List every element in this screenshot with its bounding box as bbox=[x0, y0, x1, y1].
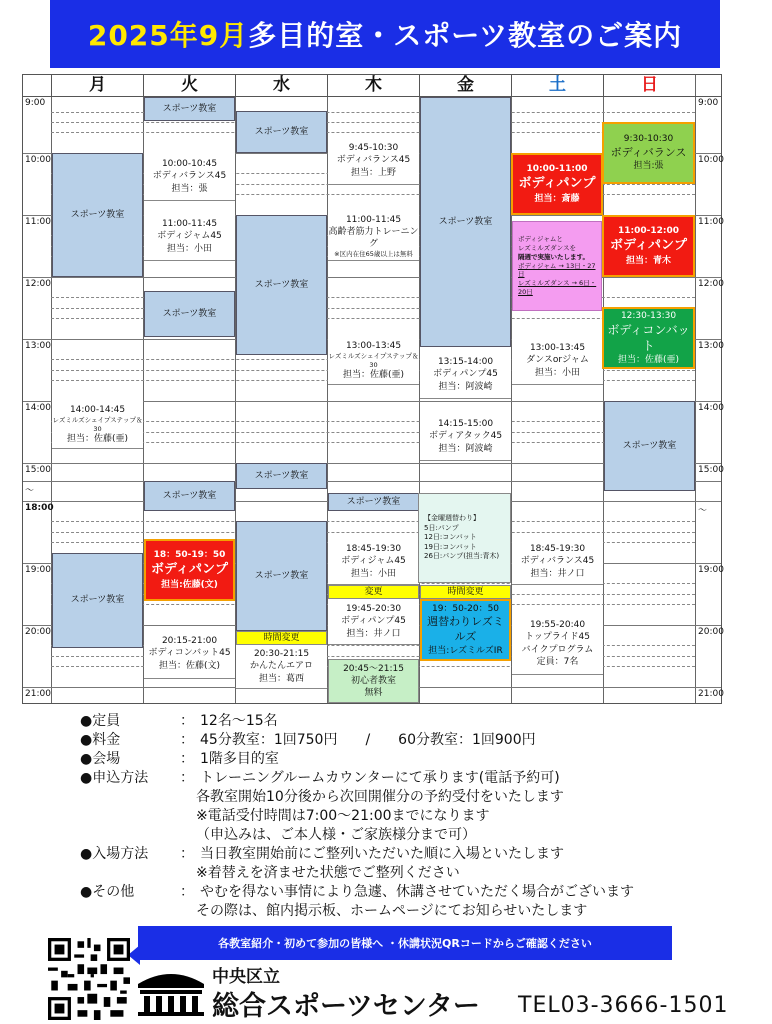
class-staff: 担当：井ノ口 bbox=[346, 628, 401, 639]
class-block bbox=[144, 629, 235, 679]
change-text: 時間変更 bbox=[263, 632, 300, 643]
change-text: 時間変更 bbox=[447, 586, 484, 597]
info-colon: ： bbox=[180, 732, 194, 748]
class-name: 初心者教室 bbox=[350, 675, 396, 686]
notice-line: レズミルズダンス → 6日・ bbox=[518, 279, 597, 288]
notice-line: レズミルズダンスを bbox=[518, 244, 576, 253]
class-block bbox=[512, 613, 603, 675]
time-label: 12:00 bbox=[698, 279, 724, 289]
class-staff: 担当：青木 bbox=[625, 255, 671, 266]
time-label: 10:00 bbox=[25, 155, 51, 165]
info-other bbox=[80, 883, 634, 902]
header-divider bbox=[23, 96, 721, 97]
info-value: 1階多目的室 bbox=[200, 751, 279, 767]
class-block bbox=[602, 215, 695, 277]
time-label: 21:00 bbox=[25, 689, 51, 699]
time-label: 19:00 bbox=[25, 565, 51, 575]
info-venue bbox=[80, 750, 634, 769]
day-sun: 日 bbox=[603, 75, 695, 96]
time-label: 14:00 bbox=[698, 403, 724, 413]
class-block bbox=[144, 153, 235, 201]
class-name: ボディパンプ bbox=[151, 562, 228, 578]
time-label: 19:00 bbox=[698, 565, 724, 575]
class-block bbox=[511, 153, 603, 215]
class-block bbox=[52, 153, 143, 277]
schedule-grid bbox=[22, 74, 722, 704]
class-time: 19:55-20:40 bbox=[529, 620, 586, 631]
class-name: 週替わりレズミルズ bbox=[427, 615, 504, 643]
info-value: 当日教室開始前にご整列いただいた順に入場といたします bbox=[200, 846, 564, 862]
info-label: ●申込方法 bbox=[80, 770, 149, 786]
class-staff: 担当：小田 bbox=[534, 367, 580, 378]
class-block bbox=[52, 401, 143, 449]
class-staff: 担当：葛西 bbox=[258, 673, 304, 684]
time-label: 11:00 bbox=[698, 217, 724, 227]
class-name: スポーツ教室 bbox=[162, 308, 217, 319]
class-time: 11:00-11:45 bbox=[161, 219, 218, 230]
class-time: 14:00-14:45 bbox=[69, 404, 126, 415]
quarter-line bbox=[51, 521, 695, 522]
class-block bbox=[420, 97, 511, 347]
class-name: ボディパンプ bbox=[610, 238, 687, 254]
info-label: ●定員 bbox=[80, 713, 121, 729]
quarter-line bbox=[51, 532, 695, 533]
class-block bbox=[420, 599, 511, 661]
info-sub: （申込みは、ご本人様・ご家族様分まで可） bbox=[196, 827, 476, 843]
info-colon: ： bbox=[180, 751, 194, 767]
class-time: 9:45-10:30 bbox=[348, 143, 399, 154]
class-block bbox=[144, 481, 235, 511]
class-time: 11:00-11:45 bbox=[345, 214, 402, 225]
class-name: スポーツ教室 bbox=[162, 490, 217, 501]
class-time: 18:45-19:30 bbox=[345, 544, 402, 555]
class-staff: 担当：小田 bbox=[350, 568, 396, 579]
quarter-line bbox=[51, 421, 695, 422]
info-apply bbox=[80, 769, 634, 788]
class-staff: 担当：佐藤(亜) bbox=[342, 370, 405, 381]
class-name: スポーツ教室 bbox=[254, 570, 309, 581]
info-fee bbox=[80, 731, 634, 750]
note-line: 5日:パンプ bbox=[424, 523, 459, 532]
class-name: 高齢者筋力トレーニング bbox=[328, 227, 419, 250]
class-block bbox=[602, 307, 695, 369]
class-name: ダンスorジャム bbox=[526, 355, 589, 366]
info-entry bbox=[80, 845, 634, 864]
class-block bbox=[602, 122, 695, 184]
title-year-month: 2025年9月 bbox=[87, 19, 249, 52]
info-colon: ： bbox=[180, 713, 194, 729]
class-name: ボディアタック45 bbox=[428, 431, 503, 442]
class-staff: 担当：小田 bbox=[166, 243, 212, 254]
class-name: スポーツ教室 bbox=[254, 279, 309, 290]
center-name: 総合スポーツセンター bbox=[212, 991, 480, 1022]
class-name: ボディパンプ45 bbox=[341, 616, 406, 627]
info-colon: ： bbox=[180, 884, 194, 900]
time-label: 15:00 bbox=[698, 465, 724, 475]
change-text: 変更 bbox=[364, 586, 383, 597]
class-name: スポーツ教室 bbox=[162, 103, 217, 114]
class-block bbox=[328, 599, 419, 645]
class-time: 9:30-10:30 bbox=[623, 134, 674, 145]
notice-line: ボディジャム → 13日・27日 bbox=[518, 261, 596, 279]
qr-banner: 各教室紹介・初めて参加の皆様へ ・休講状況QRコードからご確認ください bbox=[138, 926, 672, 960]
time-label: 15:00 bbox=[25, 465, 51, 475]
class-time: 10:00-11:00 bbox=[526, 164, 588, 175]
class-time: 19:45-20:30 bbox=[345, 604, 402, 615]
class-block bbox=[236, 521, 327, 631]
phone-number: TEL03-3666-1501 bbox=[518, 993, 729, 1018]
info-value: やむを得ない事情により急遽、休講させていただく場合がございます bbox=[200, 884, 634, 900]
class-name: ボディバランス45 bbox=[336, 155, 411, 166]
class-time: 19：50-20：50 bbox=[431, 604, 500, 615]
class-name: スポーツ教室 bbox=[70, 209, 125, 220]
note-head: 【金曜週替わり】 bbox=[424, 514, 480, 523]
quarter-line bbox=[51, 132, 695, 133]
day-sat: 土 bbox=[511, 75, 603, 96]
class-name: ボディバランス45 bbox=[520, 556, 595, 567]
class-time: 20:15-21:00 bbox=[161, 636, 218, 647]
info-sub: その際は、館内掲示板、ホームページにてお知らせいたします bbox=[196, 903, 588, 919]
class-staff: 担当：佐藤(亜) bbox=[66, 434, 129, 445]
class-staff: 担当：上野 bbox=[350, 167, 396, 178]
center-name-prefix: 中央区立 bbox=[212, 967, 280, 987]
class-block bbox=[144, 291, 235, 337]
time-label: 11:00 bbox=[25, 217, 51, 227]
class-time: 11:00-12:00 bbox=[617, 226, 680, 237]
class-name: かんたんエアロ bbox=[249, 661, 313, 672]
class-block bbox=[328, 137, 419, 185]
class-time: 13:15-14:00 bbox=[437, 357, 494, 368]
time-label: 10:00 bbox=[698, 155, 724, 165]
class-block bbox=[236, 463, 327, 489]
class-block bbox=[328, 539, 419, 585]
time-label: 13:00 bbox=[25, 341, 51, 351]
time-label: 14:00 bbox=[25, 403, 51, 413]
class-block bbox=[328, 493, 419, 511]
class-staff: 担当：張 bbox=[171, 183, 208, 194]
class-staff: 無料 bbox=[364, 688, 383, 699]
time-label: 18:00 bbox=[25, 503, 54, 513]
class-time: 20:30-21:15 bbox=[253, 649, 310, 660]
notice-block bbox=[512, 221, 602, 311]
time-label: 13:00 bbox=[698, 341, 724, 351]
class-staff: 担当：佐藤(亜) bbox=[617, 355, 680, 366]
note-line: 19日:コンバット bbox=[424, 542, 477, 551]
class-block bbox=[144, 539, 235, 601]
class-time: 12:30-13:30 bbox=[620, 310, 677, 321]
weekly-note bbox=[418, 493, 511, 583]
class-time: 18：50-19：50 bbox=[153, 550, 226, 561]
quarter-line bbox=[51, 122, 695, 123]
time-label: 9:00 bbox=[25, 98, 46, 108]
class-staff: 担当：阿波崎 bbox=[438, 381, 493, 392]
class-time: 18:45-19:30 bbox=[529, 544, 586, 555]
change-notice bbox=[420, 585, 511, 599]
info-label: ●入場方法 bbox=[80, 846, 149, 862]
info-sub: 各教室開始10分後から次回開催分の予約受付をいたします bbox=[196, 789, 564, 805]
info-colon: ： bbox=[180, 770, 194, 786]
class-time: 10:00-10:45 bbox=[161, 159, 218, 170]
class-name: スポーツ教室 bbox=[254, 126, 309, 137]
time-label: 12:00 bbox=[25, 279, 51, 289]
class-block bbox=[328, 213, 419, 261]
class-staff: 担当:レズミルズIR bbox=[428, 645, 503, 656]
hour-line bbox=[23, 277, 721, 278]
class-block bbox=[52, 553, 143, 648]
notice-line: 隔週で実施いたします。 bbox=[518, 252, 589, 261]
quarter-line bbox=[51, 442, 695, 443]
class-block bbox=[144, 213, 235, 261]
class-staff: 担当：阿波崎 bbox=[438, 443, 493, 454]
grid-line bbox=[695, 75, 696, 703]
class-name: トップライド45 bbox=[525, 632, 590, 643]
info-value: 45分教室：1回750円 / 60分教室：1回900円 bbox=[200, 732, 536, 748]
class-staff: 担当：斎藤 bbox=[534, 193, 580, 204]
info-value: 12名〜15名 bbox=[200, 713, 278, 729]
class-block bbox=[420, 413, 511, 461]
info-value: トレーニングルームカウンターにて承ります(電話予約可) bbox=[200, 770, 560, 786]
class-block bbox=[512, 539, 603, 585]
class-name: スポーツ教室 bbox=[70, 595, 125, 606]
class-name: レズミルズシェイプステップ＆30 bbox=[52, 415, 143, 433]
class-time: 13:00-13:45 bbox=[529, 343, 586, 354]
page-title bbox=[50, 0, 720, 68]
class-staff: 担当：井ノ口 bbox=[530, 568, 585, 579]
day-tue: 火 bbox=[143, 75, 235, 96]
info-capacity bbox=[80, 712, 634, 731]
info-section bbox=[80, 712, 634, 921]
time-label: 〜 bbox=[698, 506, 708, 516]
change-notice bbox=[328, 585, 419, 599]
time-label: 〜 bbox=[25, 486, 35, 496]
class-name: レズミルズシェイプステップ＆30 bbox=[328, 351, 419, 369]
day-wed: 水 bbox=[235, 75, 327, 96]
class-name: ボディパンプ bbox=[518, 176, 596, 192]
time-label: 21:00 bbox=[698, 689, 724, 699]
building-logo-icon bbox=[136, 966, 206, 1016]
class-block bbox=[512, 337, 603, 385]
time-label: 20:00 bbox=[698, 627, 724, 637]
class-note: ※区内在住65歳以上は無料 bbox=[334, 250, 413, 259]
class-block bbox=[236, 215, 327, 355]
class-name: ボディバランス45 bbox=[152, 171, 227, 182]
class-block bbox=[328, 659, 419, 703]
class-name: ボディジャム45 bbox=[157, 231, 222, 242]
class-name: スポーツ教室 bbox=[254, 470, 309, 481]
class-staff: 担当:張 bbox=[633, 161, 664, 172]
note-line: 12日:コンバット bbox=[424, 533, 477, 542]
class-block bbox=[420, 351, 511, 399]
qr-code-icon[interactable] bbox=[48, 938, 130, 1020]
class-block bbox=[604, 401, 695, 491]
info-label: ●その他 bbox=[80, 884, 135, 900]
day-mon: 月 bbox=[51, 75, 143, 96]
info-label: ●料金 bbox=[80, 732, 121, 748]
notice-line: ボディジャムと bbox=[518, 235, 563, 244]
time-label: 20:00 bbox=[25, 627, 51, 637]
info-label: ●会場 bbox=[80, 751, 121, 767]
class-name-2: バイクプログラム bbox=[521, 644, 594, 655]
info-colon: ： bbox=[180, 846, 194, 862]
class-name: ボディコンバット45 bbox=[148, 648, 231, 659]
class-name: ボディバランス bbox=[610, 145, 687, 159]
change-notice bbox=[236, 631, 327, 645]
class-block bbox=[236, 645, 327, 689]
class-staff: 担当：佐藤(文) bbox=[158, 660, 221, 671]
time-label: 9:00 bbox=[698, 98, 719, 108]
class-time: 13:00-13:45 bbox=[345, 340, 402, 351]
class-staff: 定員：7名 bbox=[536, 656, 579, 667]
notice-line: 20日 bbox=[518, 287, 533, 296]
info-sub: ※着替えを済ませた状態でご整列ください bbox=[196, 865, 460, 881]
class-name: ボディジャム45 bbox=[341, 556, 406, 567]
class-name: ボディコンバット bbox=[607, 322, 690, 353]
day-thu: 木 bbox=[327, 75, 419, 96]
note-line: 26日:パンプ(担当:青木) bbox=[424, 552, 500, 561]
class-time: 20:45〜21:15 bbox=[343, 663, 404, 674]
class-block bbox=[144, 97, 235, 121]
class-name: スポーツ教室 bbox=[346, 496, 401, 507]
class-name: ボディパンプ45 bbox=[433, 369, 498, 380]
class-block bbox=[236, 111, 327, 153]
quarter-line bbox=[51, 432, 695, 433]
class-name: スポーツ教室 bbox=[438, 216, 493, 227]
class-staff: 担当:佐藤(文) bbox=[161, 579, 218, 590]
class-name: スポーツ教室 bbox=[622, 440, 677, 451]
class-time: 14:15-15:00 bbox=[437, 419, 494, 430]
class-block bbox=[328, 337, 419, 385]
info-sub: ※電話受付時間は7:00〜21:00までになります bbox=[196, 808, 490, 824]
title-text: 多目的室・スポーツ教室のご案内 bbox=[248, 19, 683, 52]
day-fri: 金 bbox=[419, 75, 511, 96]
